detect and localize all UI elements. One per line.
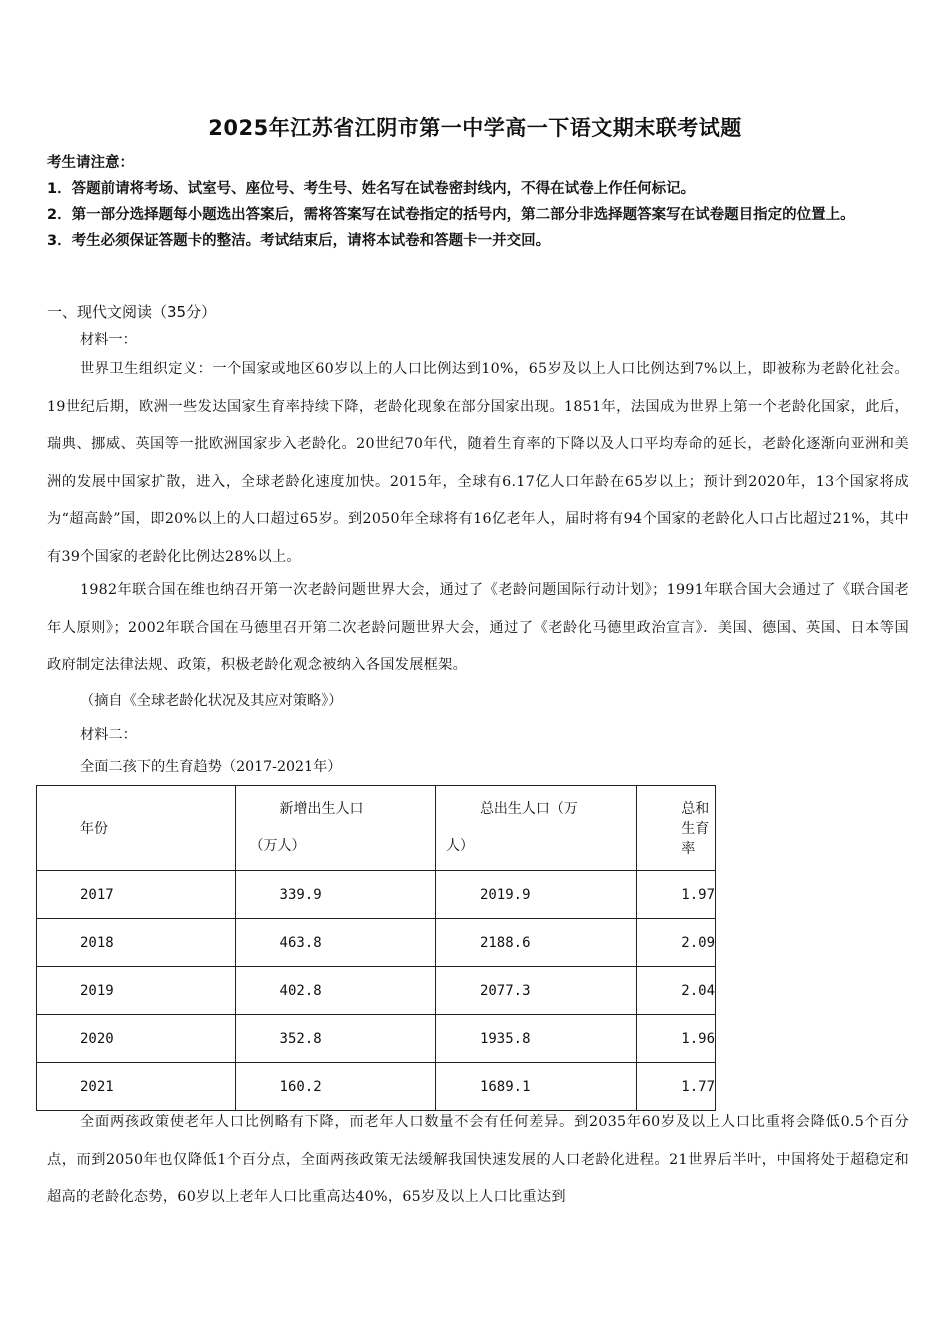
cell-total-births: 2019.9	[435, 871, 636, 919]
cell-new-births: 352.8	[235, 1015, 435, 1063]
notice-item-1: 1．答题前请将考场、试室号、座位号、考生号、姓名写在试卷密封线内，不得在试卷上作任何标记。	[47, 181, 696, 197]
cell-fertility-rate: 1.77	[637, 1063, 716, 1111]
cell-total-births: 1935.8	[435, 1015, 636, 1063]
cell-new-births: 402.8	[235, 967, 435, 1015]
table-row	[37, 967, 716, 1015]
birth-trend-table	[36, 785, 716, 1111]
cell-total-births: 2077.3	[435, 967, 636, 1015]
cell-new-births: 160.2	[235, 1063, 435, 1111]
notice-block	[47, 150, 907, 254]
section-heading: 一、现代文阅读（35分）	[47, 303, 217, 321]
notice-item-3: 3．考生必须保证答题卡的整洁。考试结束后，请将本试卷和答题卡一并交回。	[47, 233, 551, 249]
header-new-births-line2: （万人）	[249, 838, 306, 854]
material1-paragraph-2: 1982年联合国在维也纳召开第一次老龄问题世界大会，通过了《老龄问题国际行动计划》；1991年联合国大会通过了《联合国老年人原则》；2002年联合国在马德里召开第二次老龄问题世界大会，通过了《老龄化马德里政治宣言》．美国、德国、英国、日本等国政府制定法律法规、政策，积极老龄化观念被纳入各国发展框架。	[47, 582, 909, 673]
cell-total-births: 1689.1	[435, 1063, 636, 1111]
material1-label: 材料一：	[80, 332, 137, 348]
after-table-paragraph: 全面两孩政策使老年人口比例略有下降，而老年人口数量不会有任何差异。到2035年60岁及以上人口比重将会降低0.5个百分点，而到2050年也仅降低1个百分点，全面两孩政策无法缓解我国快速发展的人口老龄化进程。21世界后半叶，中国将处于超稳定和超高的老龄化态势，60岁以上老年人口比重高达40%，65岁及以上人口比重达到	[47, 1114, 909, 1205]
header-new-births-line1: 新增出生人口	[279, 801, 364, 817]
exam-title: 2025年江苏省江阴市第一中学高一下语文期末联考试题	[208, 116, 742, 140]
cell-new-births: 339.9	[235, 871, 435, 919]
header-new-births	[235, 786, 435, 871]
cell-total-births: 2188.6	[435, 919, 636, 967]
header-fertility-rate: 总和生育率	[637, 786, 716, 871]
notice-item-2: 2．第一部分选择题每小题选出答案后，需将答案写在试卷指定的括号内，第二部分非选择题答案写在试卷题目指定的位置上。	[47, 207, 855, 223]
cell-fertility-rate: 1.97	[637, 871, 716, 919]
header-total-births-line1: 总出生人口（万	[479, 801, 578, 817]
cell-year: 2019	[37, 967, 236, 1015]
cell-year: 2018	[37, 919, 236, 967]
cell-fertility-rate: 2.09	[637, 919, 716, 967]
cell-year: 2017	[37, 871, 236, 919]
material1-source: （摘自《全球老龄化状况及其应对策略》）	[80, 693, 343, 709]
cell-fertility-rate: 2.04	[637, 967, 716, 1015]
table-row	[37, 1015, 716, 1063]
cell-fertility-rate: 1.96	[637, 1015, 716, 1063]
cell-year: 2021	[37, 1063, 236, 1111]
header-total-births	[435, 786, 636, 871]
cell-new-births: 463.8	[235, 919, 435, 967]
table-row	[37, 871, 716, 919]
table-row	[37, 919, 716, 967]
table-caption: 全面二孩下的生育趋势（2017-2021年）	[80, 759, 342, 775]
material1-paragraph-1: 世界卫生组织定义：一个国家或地区60岁以上的人口比例达到10%，65岁及以上人口比例达到7%以上，即被称为老龄化社会。19世纪后期，欧洲一些发达国家生育率持续下降，老龄化现象在部分国家出现。1851年，法国成为世界上第一个老龄化国家，此后，瑞典、挪威、英国等一批欧洲国家步入老龄化。20世纪70年代，随着生育率的下降以及人口平均寿命的延长，老龄化逐渐向亚洲和美洲的发展中国家扩散，进入，全球老龄化速度加快。2015年，全球有6.17亿人口年龄在65岁以上；预计到2020年，13个国家将成为“超高龄”国，即20%以上的人口超过65岁。到2050年全球将有16亿老年人，届时将有94个国家的老龄化人口占比超过21%，其中有39个国家的老龄化比例达28%以上。	[47, 361, 909, 565]
notice-heading: 考生请注意：	[47, 155, 134, 171]
material2-label: 材料二：	[80, 727, 137, 743]
cell-year: 2020	[37, 1015, 236, 1063]
header-year: 年份	[37, 786, 236, 871]
table-header-row	[37, 786, 716, 871]
header-total-births-line2: 人）	[445, 838, 474, 854]
